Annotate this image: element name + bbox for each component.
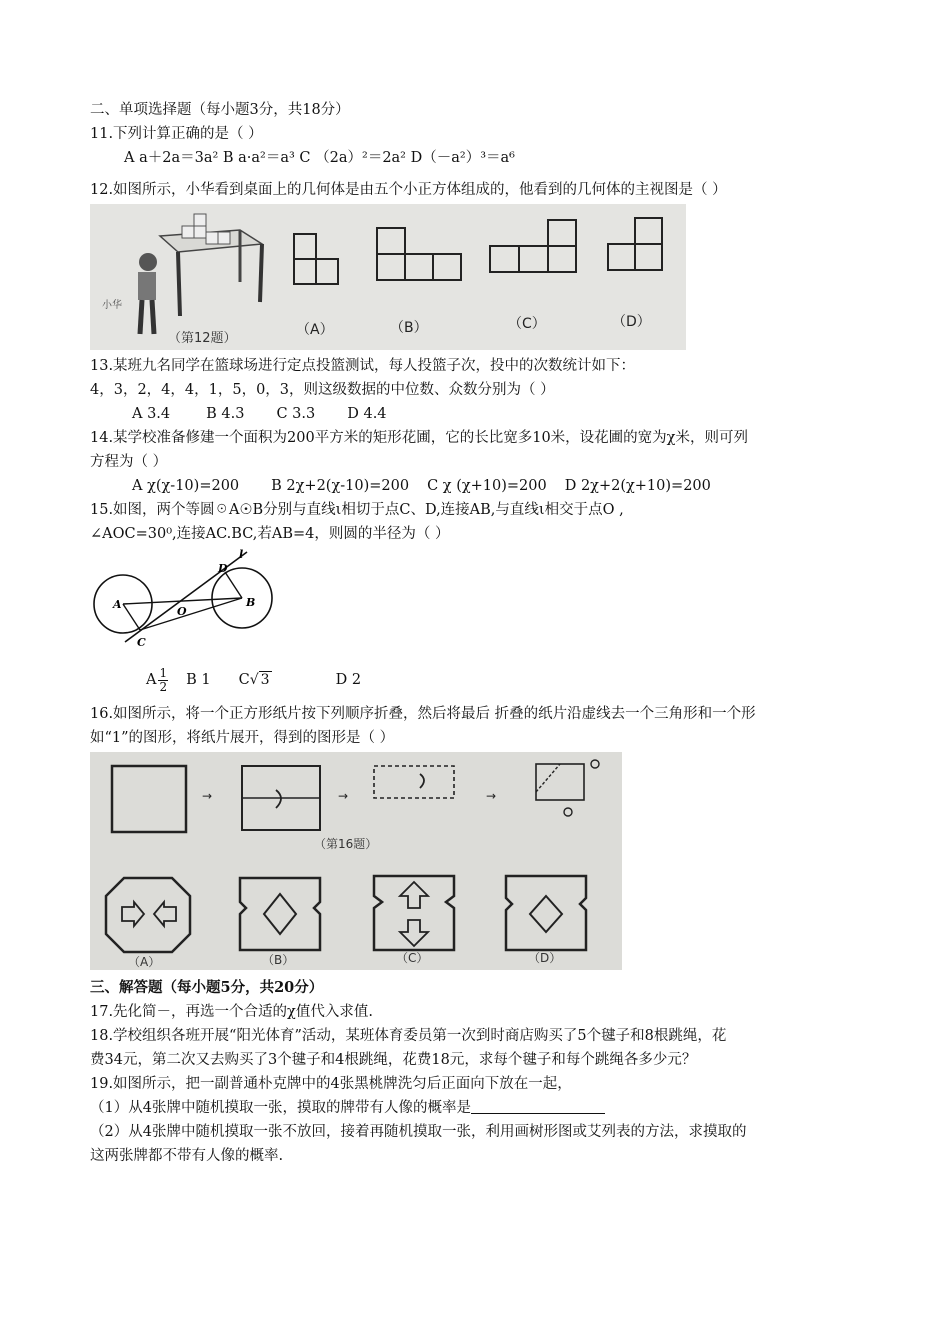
q12-person-label: 小华 xyxy=(102,300,122,311)
q12-figure xyxy=(90,204,686,350)
exam-page xyxy=(90,98,865,1168)
q12-figure-svg xyxy=(90,204,686,350)
q14-option-b: B 2χ+2(χ-10)=200 xyxy=(271,478,410,494)
q14-option-d: D 2χ+2(χ+10)=200 xyxy=(564,478,711,494)
q15-figure xyxy=(90,548,290,656)
q11-stem: 11.下列计算正确的是（ ） xyxy=(90,126,263,142)
q16-caption: （第16题） xyxy=(314,837,378,851)
q15-option-c: C xyxy=(238,672,250,688)
q13-option-c: C 3.3 xyxy=(276,406,316,422)
q19-part1-text: （1）从4张牌中随机摸取一张，摸取的牌带有人像的概率是 xyxy=(90,1100,471,1116)
q12-stem: 12.如图所示，小华看到桌面上的几何体是由五个小正方体组成的，他看到的几何体的主视图是（ ） xyxy=(90,182,727,198)
section-3-title: 三、解答题（每小题5分，共20分） xyxy=(90,979,324,996)
q15-option-b: B 1 xyxy=(186,672,211,688)
q17-text: 17.先化简－，再选一个合适的χ值代入求值. xyxy=(90,1004,373,1020)
q13-stem: 13.某班九名同学在篮球场进行定点投篮测试，每人投篮子次，投中的次数统计如下： xyxy=(90,358,636,374)
q13-options xyxy=(90,402,865,426)
q16-option-c-label: （C） xyxy=(396,951,429,965)
q19-answer-blank xyxy=(471,1097,605,1114)
q18-line2: 费34元，第二次又去购买了3个毽子和4根跳绳，花费18元，求每个毽子和每个跳绳各多少元？ xyxy=(90,1052,697,1068)
q12-caption: （第12题） xyxy=(168,331,237,346)
q15-fraction-numerator: 1 xyxy=(159,665,168,680)
q13-option-d: D 4.4 xyxy=(347,406,387,422)
q15-option-a: A xyxy=(146,672,157,688)
q15-label-b: B xyxy=(246,596,256,609)
q18-line1: 18.学校组织各班开展“阳光体育”活动，某班体育委员第一次到时商店购买了5个毽子和8根跳绳，花 xyxy=(90,1028,727,1044)
q12-option-c-label: （C） xyxy=(508,316,546,332)
q19-part2-line1: （2）从4张牌中随机摸取一张不放回，接着再随机摸取一张，利用画树形图或艾列表的方法，求摸取的 xyxy=(90,1124,747,1140)
q16-option-d-label: （D） xyxy=(528,951,562,965)
q13-option-b: B 4.3 xyxy=(206,406,245,422)
q13-option-a: A 3.4 xyxy=(132,406,171,422)
q15-label-c: C xyxy=(137,636,146,649)
q15-option-a-fraction xyxy=(158,667,168,694)
q15-figure-svg xyxy=(90,548,290,656)
q14-line2: 方程为（ ） xyxy=(90,454,168,470)
q15-label-l: l xyxy=(239,548,244,561)
q15-option-c-sqrt: √ 3 xyxy=(249,672,270,688)
q13-data: 4，3，2，4，4，1，5，0，3，则这级数据的中位数、众数分别为（ ） xyxy=(90,382,555,398)
q14-line1: 14.某学校准备修建一个面积为200平方米的矩形花圃，它的长比宽多10米，设花圃的宽为χ米，则可列 xyxy=(90,430,748,446)
q16-option-a-label: （A） xyxy=(128,955,161,969)
q14-option-c: C χ (χ+10)=200 xyxy=(427,478,547,494)
q14-options xyxy=(90,474,865,498)
q15-label-d: D xyxy=(218,562,228,575)
q16-arrow-1: → xyxy=(202,789,213,803)
q19-part2-line2: 这两张牌都不带有人像的概率. xyxy=(90,1148,284,1164)
q11-options: A a＋2a＝3a² B a·a²＝a³ C （2a）²＝2a² D（－a²）³＝a⁶ xyxy=(124,150,515,166)
section-2-title: 二、单项选择题（每小题3分，共18分） xyxy=(90,102,350,118)
q15-line1: 15.如图，两个等圆☉A☉B分别与直线ι相切于点C、D,连接AB,与直线ι相交于点O , xyxy=(90,502,624,518)
q15-option-c-radicand: 3 xyxy=(260,672,270,688)
q16-figure-svg xyxy=(90,752,622,970)
q12-option-d-label: （D） xyxy=(612,314,651,330)
q16-line2: 如“1”的图形，将纸片展开，得到的图形是（ ） xyxy=(90,730,395,746)
q12-option-a-label: （A） xyxy=(296,322,334,338)
q12-option-b-label: （B） xyxy=(390,320,428,336)
q16-line1: 16.如图所示，将一个正方形纸片按下列顺序折叠，然后将最后 折叠的纸片沿虚线去一个三角形和一个形 xyxy=(90,706,756,722)
q15-options xyxy=(90,658,865,702)
q15-option-d: D 2 xyxy=(335,672,362,688)
q19-stem: 19.如图所示，把一副普通朴克牌中的4张黑桃牌洗匀后正面向下放在一起， xyxy=(90,1076,572,1092)
q15-label-o: O xyxy=(177,605,187,618)
q15-fraction-denominator: 2 xyxy=(159,679,168,694)
q19-part1 xyxy=(90,1096,865,1120)
q16-arrow-2: → xyxy=(338,789,349,803)
q16-arrow-3: → xyxy=(486,789,497,803)
q16-option-b-label: （B） xyxy=(262,953,295,967)
q15-line2: ∠AOC=30⁰,连接AC.BC,若AB=4，则圆的半径为（ ） xyxy=(90,526,450,542)
q15-label-a: A xyxy=(113,598,122,611)
q16-figure xyxy=(90,752,622,970)
q14-option-a: A χ(χ-10)=200 xyxy=(132,478,240,494)
